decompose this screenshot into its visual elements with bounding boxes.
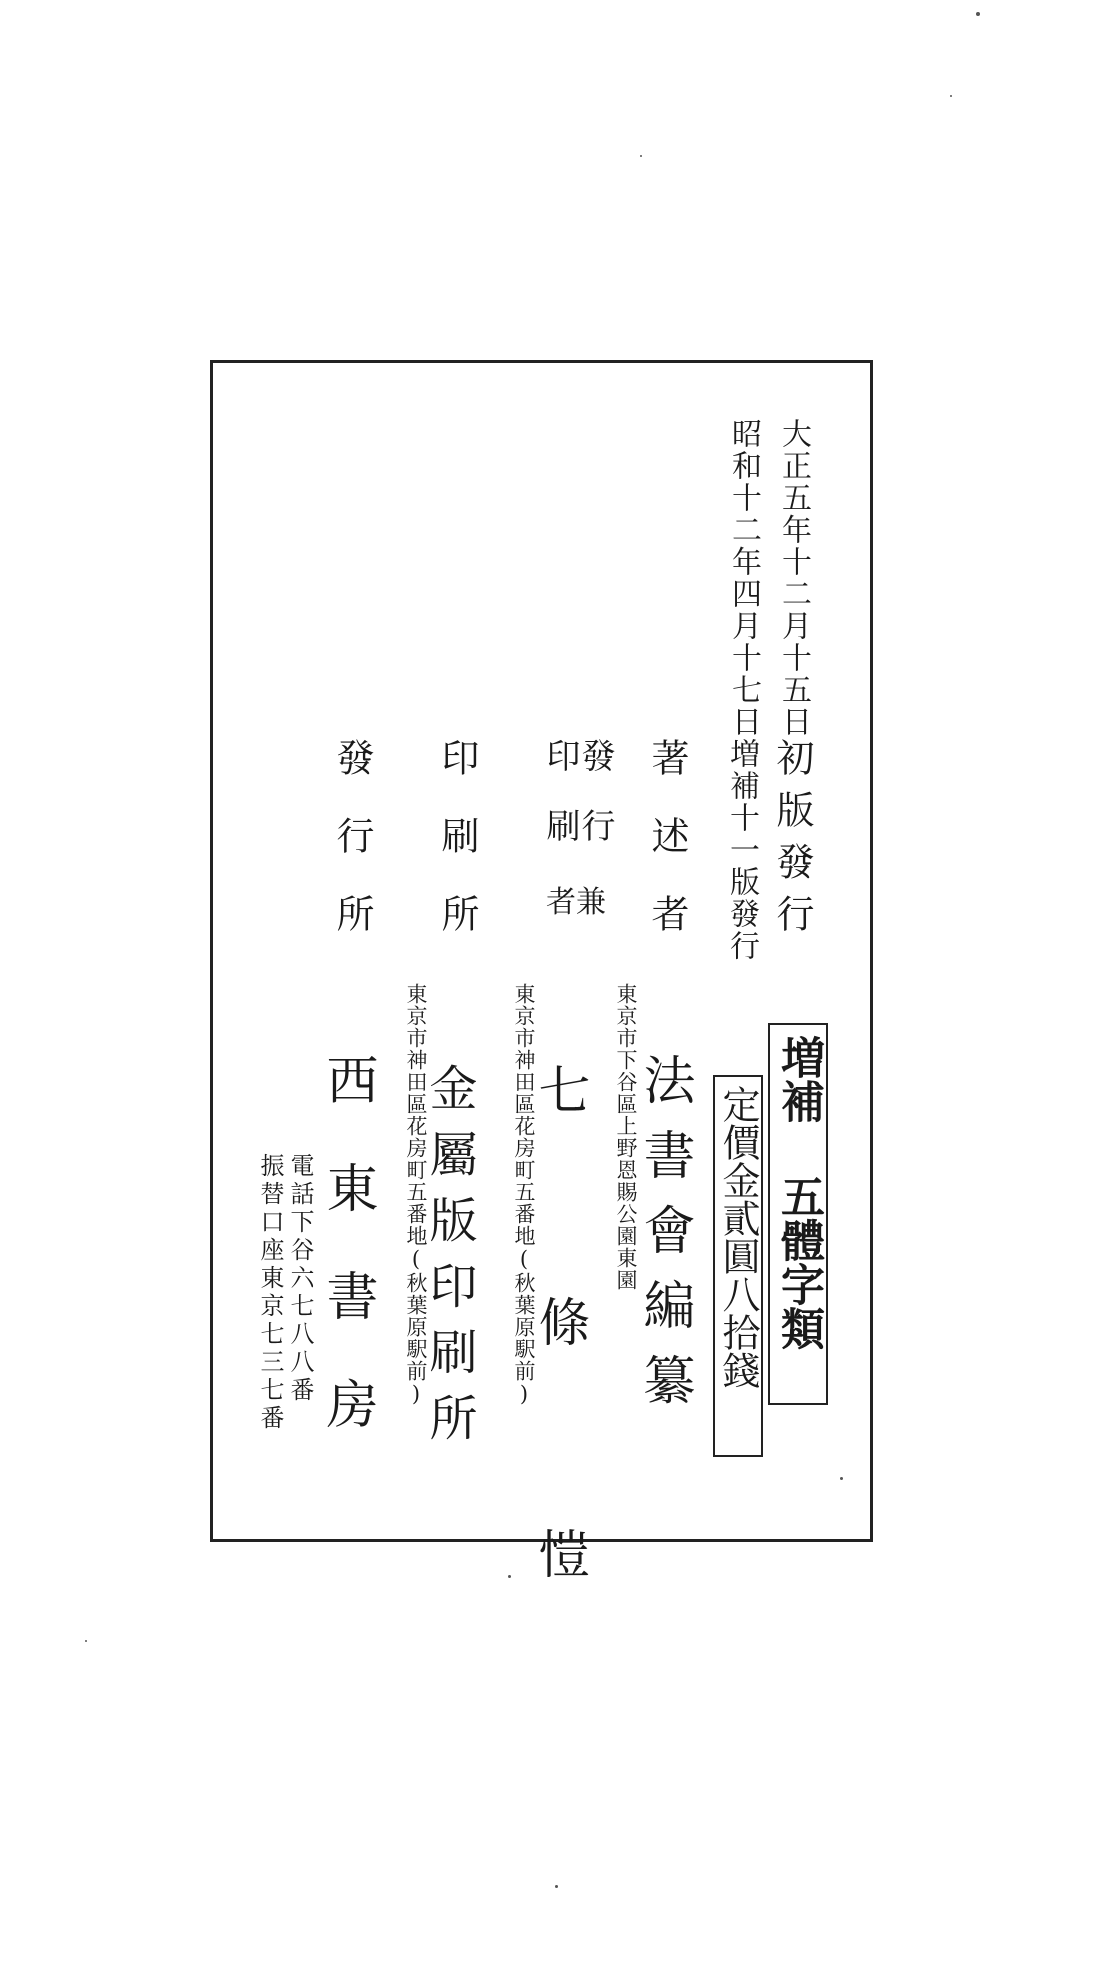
author-name: 法書會編纂: [634, 1053, 694, 1428]
colophon-frame: [210, 360, 873, 1759]
scan-speck: [85, 1640, 87, 1642]
scan-speck: [840, 1477, 843, 1480]
publisher-printer-suffix: 者兼: [546, 885, 606, 920]
printing-office-name: 金屬版印刷所: [421, 1063, 477, 1459]
first-edition-date: 大正五年十二月十五日: [776, 418, 811, 738]
scan-speck: [508, 1575, 511, 1578]
second-edition-label: 増補十一版發行: [724, 738, 759, 962]
publishing-office-account: 振替口座東京七三七番: [256, 1153, 284, 1433]
scan-speck: [555, 1885, 558, 1888]
printer-label: 印刷: [540, 738, 580, 878]
publisher-address: 東京市神田區花房町五番地(秋葉原駅前): [512, 983, 536, 1407]
publishing-office-phone: 電話下谷六七八八番: [286, 1153, 314, 1405]
scan-speck: [950, 95, 952, 97]
author-address: 東京市下谷區上野恩賜公園東園: [614, 983, 638, 1291]
scan-speck: [976, 12, 980, 16]
publishing-office-label: 發行所: [330, 738, 374, 972]
author-label: 著述者: [645, 738, 689, 972]
publishing-office-name: 西東書房: [317, 1053, 377, 1485]
printing-office-address: 東京市神田區花房町五番地(秋葉原駅前): [404, 983, 428, 1407]
publisher-name: 七條愷: [529, 1063, 589, 1759]
first-edition-label: 初版發行: [770, 738, 814, 946]
title-box: 増補 五體字類: [768, 1023, 828, 1405]
scan-speck: [640, 155, 642, 157]
second-edition-date: 昭和十二年四月十七日: [726, 418, 761, 738]
printing-office-label: 印刷所: [435, 738, 479, 972]
publisher-label: 發行: [575, 738, 615, 878]
price-box: 定價金貳圓八拾錢: [713, 1075, 763, 1457]
